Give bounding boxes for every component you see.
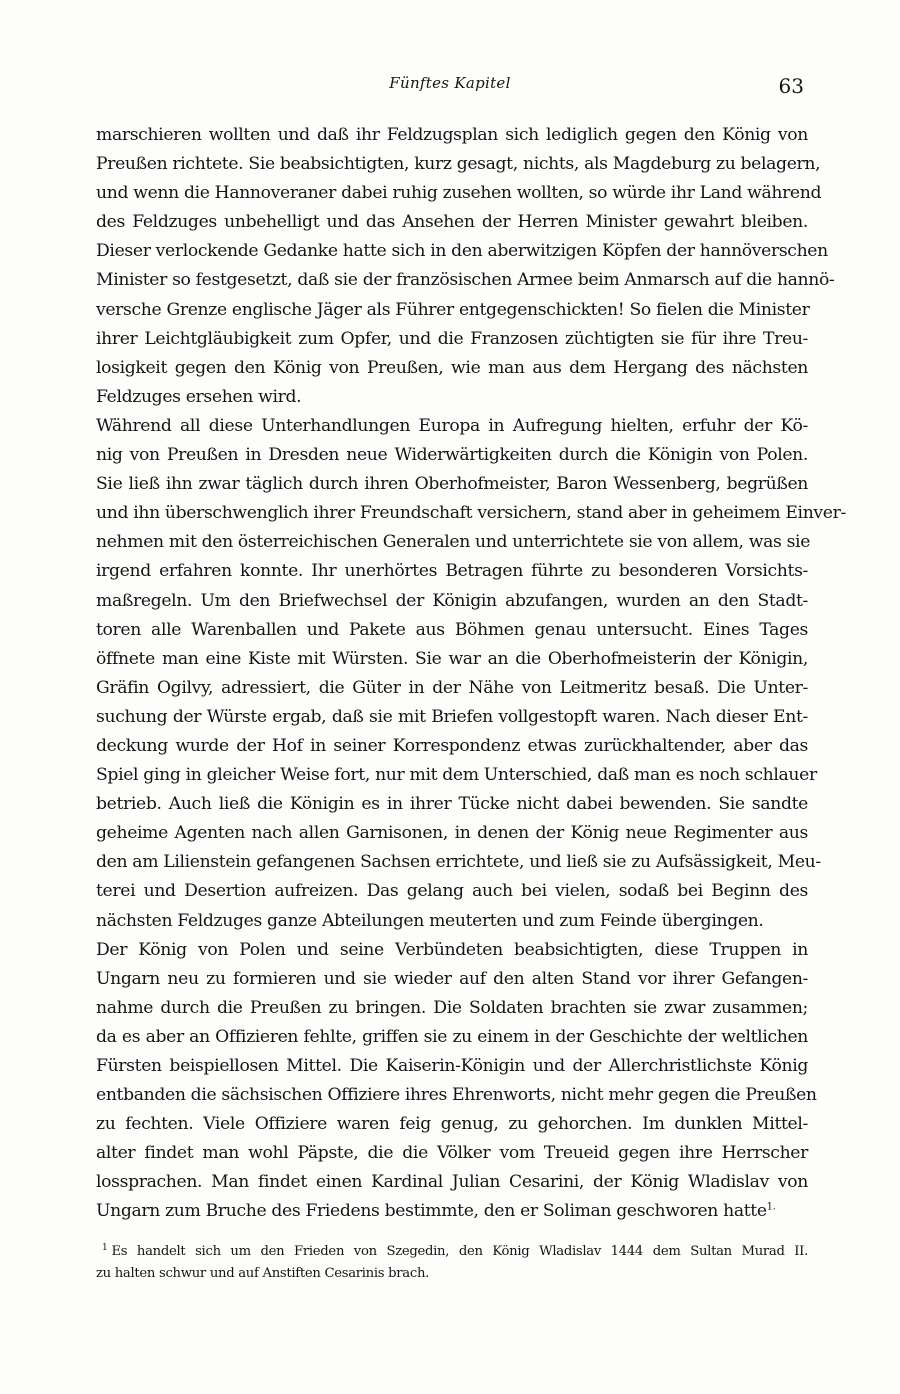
text-line: Feldzuges ersehen wird. xyxy=(96,386,302,407)
text-line-with-footnote xyxy=(96,1197,808,1226)
text-line: marschieren wollten und daß ihr Feldzugsplan sich lediglich gegen den König von xyxy=(96,125,808,145)
text-line: Während all diese Unterhandlungen Europa in Aufregung hielten, erfuhr der Kö- xyxy=(96,415,808,436)
text-line: Ungarn neu zu formieren und sie wieder auf den alten Stand vor ihrer Gefangen- xyxy=(96,968,808,989)
text-line: Preußen richtete. Sie beabsichtigten, kurz gesagt, nichts, als Magdeburg zu belagern, xyxy=(96,154,821,175)
text-line: den am Lilienstein gefangenen Sachsen errichtete, und ließ sie zu Aufsässigkeit, Meu- xyxy=(96,852,821,873)
text-line: alter findet man wohl Päpste, die die Völker vom Treueid gegen ihre Herrscher xyxy=(96,1143,808,1164)
text-line: versche Grenze englische Jäger als Führer entgegenschickten! So fielen die Minister xyxy=(96,299,810,320)
text-line: Spiel ging in gleicher Weise fort, nur mit dem Unterschied, daß man es noch schlauer xyxy=(96,765,817,786)
text-line: da es aber an Offizieren fehlte, griffen sie zu einem in der Geschichte der weltlichen xyxy=(96,1026,808,1047)
text-line: suchung der Würste ergab, daß sie mit Briefen vollgestopft waren. Nach dieser Ent- xyxy=(96,706,808,727)
footnote xyxy=(96,1241,808,1285)
text-line: zu fechten. Viele Offiziere waren feig genug, zu gehorchen. Im dunklen Mittel- xyxy=(96,1114,808,1135)
footnote-line xyxy=(96,1241,808,1263)
text-line: und ihn überschwenglich ihrer Freundschaft versichern, stand aber in geheimem Einver- xyxy=(96,503,846,524)
text-line: nahme durch die Preußen zu bringen. Die Soldaten brachten sie zwar zusammen; xyxy=(96,997,808,1018)
text-line: nig von Preußen in Dresden neue Widerwärtigkeiten durch die Königin von Polen. xyxy=(96,445,808,466)
paragraph-1 xyxy=(96,121,835,412)
text-line: lossprachen. Man findet einen Kardinal Julian Cesarini, der König Wladislav von xyxy=(96,1172,808,1193)
text-line: öffnete man eine Kiste mit Würsten. Sie war an die Oberhofmeisterin der Königin, xyxy=(96,648,808,669)
text-line: betrieb. Auch ließ die Königin es in ihrer Tücke nicht dabei bewenden. Sie sandte xyxy=(96,794,808,815)
text-line: maßregeln. Um den Briefwechsel der Königin abzufangen, wurden an den Stadt- xyxy=(96,590,808,611)
text-line: deckung wurde der Hof in seiner Korrespondenz etwas zurückhaltender, aber das xyxy=(96,735,808,756)
text-line: Der König von Polen und seine Verbündeten beabsichtigten, diese Truppen in xyxy=(96,939,808,960)
text-line: des Feldzuges unbehelligt und das Ansehen der Herren Minister gewahrt bleiben. xyxy=(96,212,808,233)
footnote-text: Es handelt sich um den Frieden von Szegedin, den König Wladislav 1444 dem Sultan Murad II. xyxy=(111,1244,808,1259)
text-line: entbanden die sächsischen Offiziere ihres Ehrenworts, nicht mehr gegen die Preußen xyxy=(96,1085,817,1106)
running-head xyxy=(96,74,804,102)
page-number: 63 xyxy=(778,74,804,98)
text-line: nehmen mit den österreichischen Generalen und unterrichtete sie von allem, was sie xyxy=(96,532,811,553)
footnote-line: zu halten schwur und auf Anstiften Cesarinis brach. xyxy=(96,1266,430,1281)
text-line: toren alle Warenballen und Pakete aus Böhmen genau untersucht. Eines Tages xyxy=(96,619,808,640)
text-line: irgend erfahren konnte. Ihr unerhörtes Betragen führte zu besonderen Vorsichts- xyxy=(96,561,808,582)
footnote-number: 1 xyxy=(102,1242,108,1253)
text-line: Sie ließ ihn zwar täglich durch ihren Oberhofmeister, Baron Wessenberg, begrüßen xyxy=(96,474,808,495)
text-line: losigkeit gegen den König von Preußen, wie man aus dem Hergang des nächsten xyxy=(96,357,808,378)
paragraph-2 xyxy=(96,412,846,936)
text-line: terei und Desertion aufreizen. Das gelang auch bei vielen, sodaß bei Beginn des xyxy=(96,881,808,902)
text-line: Dieser verlockende Gedanke hatte sich in den aberwitzigen Köpfen der hannöverschen xyxy=(96,241,828,262)
text-line: Ungarn zum Bruche des Friedens bestimmte, den er Soliman geschworen hatte xyxy=(96,1201,767,1222)
text-line: und wenn die Hannoveraner dabei ruhig zusehen wollten, so würde ihr Land während xyxy=(96,183,822,204)
paragraph-3 xyxy=(96,936,817,1227)
text-line: Fürsten beispiellosen Mittel. Die Kaiserin-Königin und der Allerchristlichste König xyxy=(96,1056,808,1076)
text-line: Minister so festgesetzt, daß sie der französischen Armee beim Anmarsch auf die hannö- xyxy=(96,270,835,291)
chapter-title: Fünftes Kapitel xyxy=(389,74,511,92)
text-line: geheime Agenten nach allen Garnisonen, in denen der König neue Regimenter aus xyxy=(96,823,808,844)
body-text xyxy=(96,121,846,1227)
text-line: nächsten Feldzuges ganze Abteilungen meuterten und zum Feinde übergingen. xyxy=(96,910,764,931)
text-line: ihrer Leichtgläubigkeit zum Opfer, und die Franzosen züchtigten sie für ihre Treu- xyxy=(96,328,808,349)
text-line: Gräfin Ogilvy, adressiert, die Güter in der Nähe von Leitmeritz besaß. Die Unter- xyxy=(96,677,808,698)
footnote-marker[interactable]: 1. xyxy=(766,1201,776,1213)
